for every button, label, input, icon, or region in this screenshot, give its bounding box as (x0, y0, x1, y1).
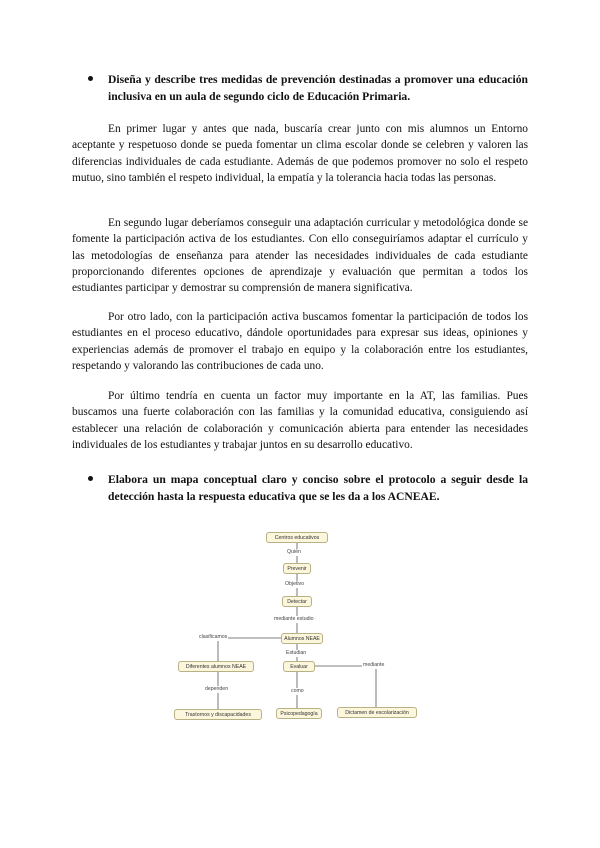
paragraph-1: En primer lugar y antes que nada, buscaría crear junto con mis alumnos un Entorno aceptante y respetuoso donde se pueda fomentar un clima escolar donde se celebren y valoren las diferencias individuales de cada estudiante. Además de que podemos promover no solo el respeto mutuo, sino también el respeto individual, la empatía y la tolerancia hacia todas las personas. (72, 123, 528, 184)
node-detectar: Detectar (282, 596, 312, 607)
label-estudian: Estudian (286, 650, 307, 656)
bullet-text: Elabora un mapa conceptual claro y conciso sobre el protocolo a seguir desde la detección hasta la respuesta educativa que se les da a los ACNEAE. (108, 473, 528, 503)
node-psicopedagogia: Psicopedagogía (276, 708, 322, 719)
paragraph-2: En segundo lugar deberíamos conseguir una adaptación curricular y metodológica donde se fomente la participación activa de los estudiantes. Con ello conseguiríamos adaptar el currículo y las metodologías de enseñanza para atender las necesidades individuales de cada estudiante proporcionando diferentes opciones de aprendizaje y evaluación que permitan a todos los estudiantes participar y demostrar su comprensión de manera significativa. (72, 217, 528, 295)
node-alumnos-neae: Alumnos NEAE (281, 633, 323, 644)
label-clasificamos: clasificamos (199, 634, 228, 640)
label-dependen: dependen (205, 686, 229, 692)
node-diferentes-alumnos: Diferentes alumnos NEAE (178, 661, 254, 672)
label-mediante: mediante (363, 662, 385, 668)
label-mediante-estudio: mediante estudio (274, 616, 314, 622)
bullet-text: Diseña y describe tres medidas de prevención destinadas a promover una educación inclusiva en un aula de segundo ciclo de Educación Primaria. (108, 73, 528, 103)
paragraph-4: Por último tendría en cuenta un factor muy importante en la AT, las familias. Pues buscamos una fuerte colaboración con las familias y la comunidad educativa, consiguiendo así establecer una relación de colaboración y comunicación abierta para entender las necesidades individuales de los estudiantes y trabajar juntos en su desarrollo educativo. (72, 390, 528, 451)
paragraph-3: Por otro lado, con la participación activa buscamos fomentar la participación de todos los estudiantes en el proceso educativo, dándole oportunidades para expresar sus ideas, opiniones y experiencias además de promover el trabajo en equipo y la colaboración entre los estudiantes, respetando y valorando las contribuciones de cada uno. (72, 311, 528, 372)
label-objetivo: Objetivo (285, 581, 305, 587)
node-trastornos: Trastornos y discapacidades (174, 709, 262, 720)
node-evaluar: Evaluar (283, 661, 315, 672)
node-centros-educativos: Centros educativos (266, 532, 328, 543)
node-dictamen: Dictamen de escolarización (337, 707, 417, 718)
label-quien: Quién (287, 549, 301, 555)
node-prevenir: Prevenir (283, 563, 311, 574)
label-como: como (291, 688, 304, 694)
